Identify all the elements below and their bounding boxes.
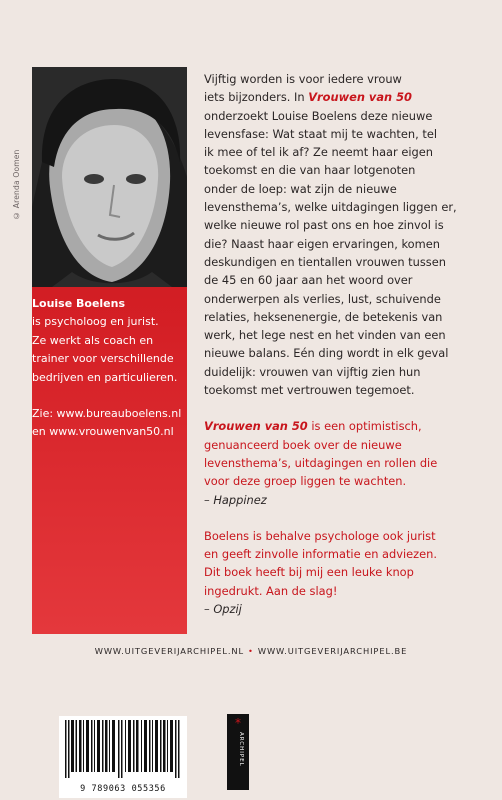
review-line: [204, 417, 486, 435]
star-icon: *: [235, 716, 241, 730]
blurb-line: toekomst met vertrouwen tegemoet.: [204, 383, 415, 398]
review-line: genuanceerd boek over de nieuwe: [204, 437, 402, 452]
review-source: – Happinez: [204, 492, 267, 507]
review-line: en geeft zinvolle informatie en adviezen.: [204, 547, 438, 562]
bio-line: bedrijven en particulieren.: [32, 370, 178, 384]
publisher-logo: [227, 714, 249, 790]
author-name: Louise Boelens: [32, 297, 126, 310]
book-title: Vrouwen van 50: [204, 419, 308, 434]
barcode-bars: [63, 716, 183, 778]
photo-credit: © Arenda Oomen: [12, 149, 21, 220]
isbn-number: 9 789063 055356: [80, 784, 166, 794]
website-be-link[interactable]: WWW.UITGEVERIJARCHIPEL.BE: [257, 646, 408, 656]
publisher-name: ARCHIPEL: [238, 732, 244, 767]
author-bio: [32, 295, 187, 442]
blurb-line: onderwerpen als verlies, lust, schuivende: [204, 291, 441, 306]
bio-line: is psycholoog en jurist.: [32, 315, 159, 329]
blurb-line: onder de loep: wat zijn de nieuwe: [204, 181, 397, 196]
blurb-line: relaties, heksenenergie, de betekenis van: [204, 309, 443, 324]
blurb-line: Vijftig worden is voor iedere vrouw: [204, 72, 402, 86]
review-text: is een optimistisch,: [307, 419, 422, 434]
book-website-link[interactable]: en www.vrouwenvan50.nl: [32, 425, 174, 439]
blurb-line: levensfase: Wat staat mij te wachten, tel: [204, 126, 438, 141]
author-portrait: [32, 67, 187, 287]
blurb-text: iets bijzonders. In: [204, 90, 309, 105]
book-title: Vrouwen van 50: [308, 90, 412, 105]
blurb-line: werk, het lege nest en het vinden van een: [204, 328, 446, 343]
author-website-link[interactable]: Zie: www.bureauboelens.nl: [32, 407, 182, 421]
review-line: levensthema’s, uitdagingen en rollen die: [204, 455, 438, 470]
blurb-line: ik mee of tel ik af? Ze neemt haar eigen: [204, 145, 433, 160]
review-source: – Opzij: [204, 602, 242, 617]
website-nl-link[interactable]: WWW.UITGEVERIJARCHIPEL.NL: [94, 646, 245, 656]
bio-line: trainer voor verschillende: [32, 352, 174, 366]
separator-dot: •: [248, 646, 254, 656]
blurb-line: die? Naast haar eigen ervaringen, komen: [204, 236, 440, 251]
review-line: ingedrukt. Aan de slag!: [204, 583, 338, 598]
blurb-line: levensthema’s, welke uitdagingen liggen er,: [204, 200, 457, 215]
blurb: [204, 70, 486, 618]
blurb-line: de 45 en 60 jaar aan het woord over: [204, 273, 413, 288]
bio-line: Ze werkt als coach en: [32, 333, 154, 347]
review-line: Dit boek heeft bij mij een leuke knop: [204, 565, 414, 580]
review-line: voor deze groep liggen te wachten.: [204, 474, 407, 489]
blurb-line: duidelijk: vrouwen van vijftig zien hun: [204, 364, 421, 379]
review-happinez: [204, 417, 486, 508]
blurb-line: deskundigen en tientallen vrouwen tussen: [204, 254, 446, 269]
review-line: Boelens is behalve psychologe ook jurist: [204, 528, 436, 543]
author-panel: [32, 67, 187, 634]
blurb-line: [204, 88, 486, 106]
blurb-line: welke nieuwe rol past ons en hoe zinvol is: [204, 218, 444, 233]
blurb-line: nieuwe balans. Eén ding wordt in elk geval: [204, 346, 449, 361]
blurb-line: onderzoekt Louise Boelens deze nieuwe: [204, 108, 433, 123]
isbn-barcode: [59, 716, 187, 798]
review-opzij: [204, 527, 486, 618]
blurb-line: toekomst en die van haar lotgenoten: [204, 163, 416, 178]
publisher-websites: [0, 646, 502, 656]
